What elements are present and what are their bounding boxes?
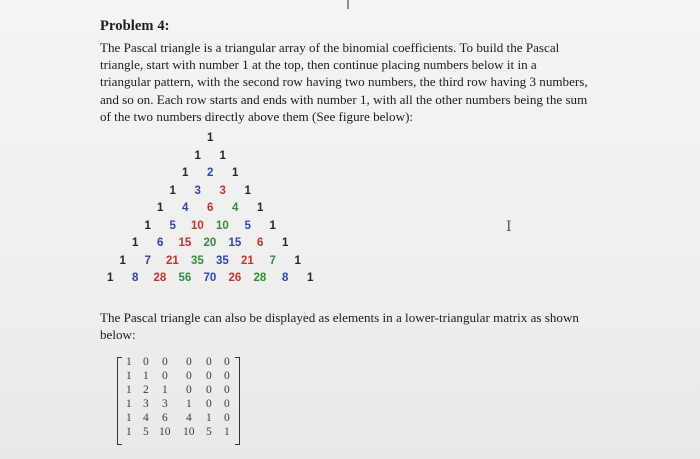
- matrix-cell: 0: [224, 412, 230, 424]
- triangle-cell: 1: [169, 184, 176, 197]
- triangle-cell: 15: [228, 237, 242, 249]
- triangle-cell: 1: [144, 219, 151, 232]
- matrix-cell: 3: [143, 398, 149, 410]
- matrix-cell: 0: [206, 384, 212, 396]
- matrix-cell: 6: [162, 412, 168, 424]
- matrix-cell: 0: [186, 370, 192, 382]
- triangle-cell: 6: [257, 237, 264, 249]
- triangle-cell: 2: [207, 167, 214, 179]
- matrix-cell: 0: [224, 370, 230, 382]
- matrix-cell: 0: [162, 356, 168, 368]
- triangle-cell: 1: [307, 272, 314, 284]
- matrix-cell: 1: [126, 384, 132, 396]
- triangle-cell: 3: [194, 184, 201, 197]
- triangle-cell: 6: [207, 202, 214, 214]
- triangle-cell: 26: [228, 272, 242, 284]
- matrix-cell: 1: [126, 356, 132, 368]
- triangle-cell: 15: [178, 237, 192, 249]
- triangle-cell: 5: [169, 219, 176, 232]
- triangle-cell: 1: [194, 149, 201, 162]
- lower-triangular-matrix: [117, 355, 247, 447]
- matrix-cell: 10: [183, 426, 195, 438]
- matrix-cell: 1: [224, 426, 230, 438]
- triangle-cell: 21: [166, 254, 179, 267]
- problem-title: Problem 4:: [100, 18, 170, 34]
- matrix-cell: 2: [143, 384, 149, 396]
- triangle-cell: 10: [191, 219, 204, 232]
- matrix-cell: 0: [224, 356, 230, 368]
- matrix-cell: 1: [126, 412, 132, 424]
- pascal-triangle: [100, 130, 330, 290]
- triangle-cell: 56: [178, 272, 192, 284]
- matrix-cell: 0: [162, 370, 168, 382]
- triangle-cell: 7: [144, 254, 151, 267]
- matrix-cell: 1: [186, 398, 192, 410]
- triangle-cell: 1: [294, 254, 301, 267]
- triangle-cell: 35: [216, 254, 229, 267]
- matrix-cell: 10: [159, 426, 171, 438]
- triangle-cell: 70: [203, 272, 217, 284]
- matrix-cell: 0: [224, 398, 230, 410]
- triangle-cell: 1: [244, 184, 251, 197]
- matrix-cell: 0: [186, 384, 192, 396]
- matrix-cell: 1: [143, 370, 149, 382]
- triangle-cell: 20: [203, 237, 217, 249]
- triangle-cell: 1: [157, 202, 164, 214]
- triangle-cell: 35: [191, 254, 204, 267]
- triangle-cell: 1: [207, 132, 214, 144]
- triangle-cell: 5: [244, 219, 251, 232]
- triangle-cell: 7: [269, 254, 276, 267]
- matrix-cell: 0: [206, 398, 212, 410]
- triangle-cell: 21: [241, 254, 254, 267]
- triangle-cell: 1: [269, 219, 276, 232]
- matrix-cell: 1: [162, 384, 168, 396]
- triangle-cell: 1: [119, 254, 126, 267]
- text-cursor-icon: I: [506, 219, 512, 235]
- triangle-cell: 6: [157, 237, 164, 249]
- matrix-cell: 0: [143, 356, 149, 368]
- matrix-left-bracket: [117, 357, 122, 445]
- matrix-cell: 4: [143, 412, 149, 424]
- matrix-right-bracket: [235, 357, 240, 445]
- triangle-cell: 1: [219, 149, 226, 162]
- triangle-cell: 8: [282, 272, 289, 284]
- triangle-cell: 28: [253, 272, 267, 284]
- triangle-cell: 1: [132, 237, 139, 249]
- triangle-cell: 1: [257, 202, 264, 214]
- triangle-cell: 1: [282, 237, 289, 249]
- triangle-cell: 1: [107, 272, 114, 284]
- matrix-cell: 0: [224, 384, 230, 396]
- problem-description: The Pascal triangle is a triangular array of the binomial coefficients. To build the Pascal triangle, start with number 1 at the top, then continue placing numbers below it in a triangular pattern, with the second row having two numbers, the third row having 3 numbers, and so on. Each row starts and ends with number 1, with all the other numbers being the sum of the two numbers directly above them (See figure below):: [100, 40, 588, 124]
- matrix-cell: 5: [143, 426, 149, 438]
- triangle-cell: 1: [232, 167, 239, 179]
- matrix-cell: 1: [126, 370, 132, 382]
- matrix-cell: 0: [186, 356, 192, 368]
- triangle-cell: 1: [182, 167, 189, 179]
- triangle-cell: 4: [182, 202, 189, 214]
- matrix-cell: 5: [206, 426, 212, 438]
- triangle-cell: 10: [216, 219, 229, 232]
- matrix-cell: 1: [206, 412, 212, 424]
- matrix-cell: 1: [126, 426, 132, 438]
- triangle-cell: 3: [219, 184, 226, 197]
- matrix-description: The Pascal triangle can also be displayed as elements in a lower-triangular matrix as shown below:: [100, 310, 579, 343]
- matrix-cell: 4: [186, 412, 192, 424]
- triangle-cell: 8: [132, 272, 139, 284]
- matrix-cell: 0: [206, 356, 212, 368]
- page-top-mark: [347, 0, 349, 9]
- triangle-cell: 28: [153, 272, 167, 284]
- triangle-cell: 4: [232, 202, 239, 214]
- matrix-cell: 3: [162, 398, 168, 410]
- matrix-cell: 0: [206, 370, 212, 382]
- matrix-cell: 1: [126, 398, 132, 410]
